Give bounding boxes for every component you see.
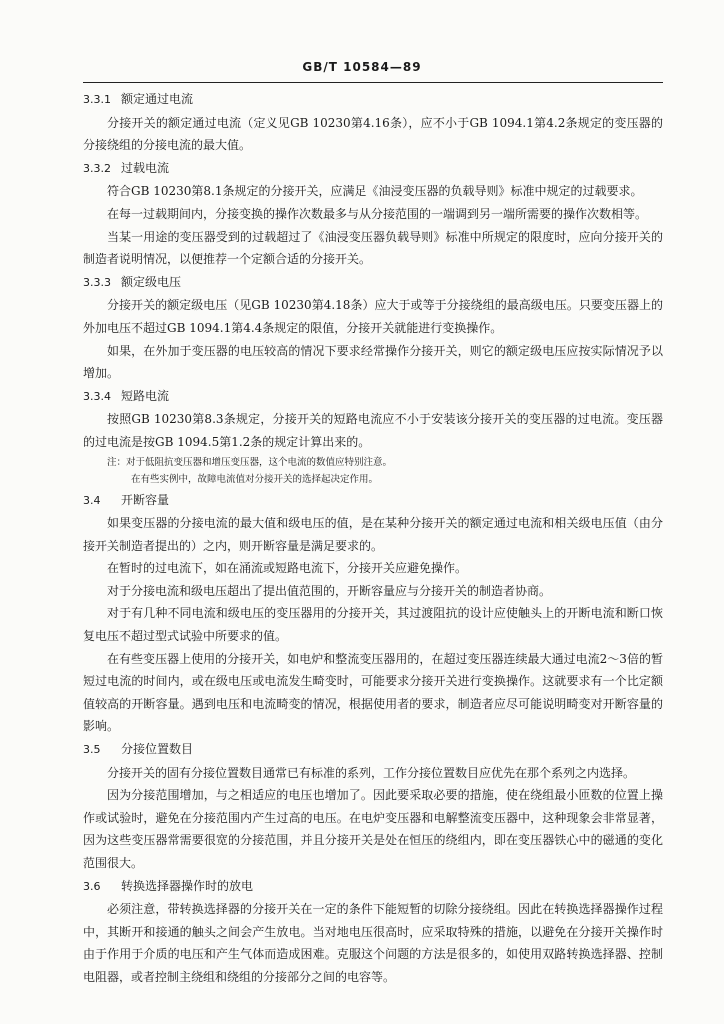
paragraph: 必须注意，带转换选择器的分接开关在一定的条件下能短暂的切除分接绕组。因此在转换选择器操作过程中，其断开和接通的触头之间会产生放电。当对地电压很高时，应采取特殊的措施，以避免在分接开关操作时由于作用于介质的电压和产生气体而造成困难。克服这个问题的方法是很多的，如使用双路转换选择器、控制电阻器，或者控制主绕组和绕组的分接部分之间的电容等。 [83, 902, 663, 984]
section-title: 转换选择器操作时的放电 [121, 878, 254, 893]
section-heading [83, 489, 663, 513]
section-title: 额定级电压 [121, 274, 182, 289]
section-heading [83, 738, 663, 762]
note-text: 注：对于低阻抗变压器和增压变压器，这个电流的数值应特别注意。 [107, 456, 393, 468]
paragraph: 按照GB 10230第8.3条规定，分接开关的短路电流应不小于安装该分接开关的变压器的过电流。变压器的过电流是按GB 1094.5第1.2条的规定计算出来的。 [83, 412, 663, 449]
section-number: 3.3.4 [83, 389, 111, 403]
paragraph: 分接开关的额定通过电流（定义见GB 10230第4.16条），应不小于GB 1094.1第4.2条规定的变压器的分接绕组的分接电流的最大值。 [83, 115, 663, 153]
paragraph: 对于有几种不同电流和级电压的变压器用的分接开关，其过渡阻抗的设计应使触头上的开断电流和断口恢复电压不超过型式试验中所要求的值。 [83, 606, 663, 644]
section-title: 短路电流 [121, 388, 170, 403]
section-number: 3.3.2 [83, 161, 111, 175]
paragraph: 对于分接电流和级电压超出了提出值范围的，开断容量应与分接开关的制造者协商。 [107, 583, 552, 598]
section-title: 额定通过电流 [121, 92, 194, 106]
section-title: 过载电流 [121, 160, 170, 175]
paragraph: 分接开关的固有分接位置数目通常已有标准的系列，工作分接位置数目应优先在那个系列之内选择。 [107, 765, 636, 780]
section-number: 3.4 [83, 493, 101, 507]
section-heading [83, 385, 663, 409]
header-rule [83, 82, 663, 83]
section-heading [83, 271, 663, 295]
paragraph: 在暂时的过电流下，如在涌流或短路电流下，分接开关应避免操作。 [107, 561, 468, 576]
paragraph: 因为分接范围增加，与之相适应的电压也增加了。因此要采取必要的措施，使在绕组最小匝数的位置上操作或试验时，避免在分接范围内产生过高的电压。在电炉变压器和电解整流变压器中，这种现象会非常显著，因为这些变压器常需要很宽的分接范围，并且分接开关是处在恒压的绕组内，即在变压器铁心中的磁通的变化范围很大。 [83, 788, 663, 870]
section-title: 分接位置数目 [121, 742, 194, 757]
section-heading [83, 157, 663, 181]
paragraph: 当某一用途的变压器受到的过载超过了《油浸变压器负载导则》标准中所规定的限度时，应向分接开关的制造者说明情况，以便推荐一个定额合适的分接开关。 [83, 229, 663, 267]
paragraph: 如果变压器的分接电流的最大值和级电压的值，是在某种分接开关的额定通过电流和相关级电压值（由分接开关制造者提出的）之内，则开断容量是满足要求的。 [83, 516, 663, 553]
document-body [83, 88, 663, 989]
section-number: 3.3.3 [83, 275, 111, 289]
section-number: 3.6 [83, 879, 101, 893]
page-header: GB/T 10584—89 [302, 60, 422, 74]
paragraph: 分接开关的额定级电压（见GB 10230第4.18条）应大于或等于分接绕组的最高级电压。只要变压器上的外加电压不超过GB 1094.1第4.4条规定的限值，分接开关就能进行变换操作。 [83, 298, 663, 335]
paragraph: 在每一过载期间内，分接变换的操作次数最多与从分接范围的一端调到另一端所需要的操作次数相等。 [107, 206, 648, 221]
section-number: 3.5 [83, 743, 101, 757]
section-heading [83, 875, 663, 899]
section-title: 开断容量 [121, 492, 170, 507]
note-text: 在有些实例中，故障电流值对分接开关的选择起决定作用。 [131, 474, 379, 485]
paragraph: 如果，在外加于变压器的电压较高的情况下要求经常操作分接开关，则它的额定级电压应按实际情况予以增加。 [83, 343, 663, 381]
paragraph: 在有些变压器上使用的分接开关，如电炉和整流变压器用的，在超过变压器连续最大通过电流2～3倍的暂短过电流的时间内，或在级电压或电流发生畸变时，可能要求分接开关进行变换操作。这就要求有一个比定额值较高的开断容量。遇到电压和电流畸变的情况，根据使用者的要求，制造者应尽可能说明畸变对开断容量的影响。 [83, 651, 663, 734]
paragraph: 符合GB 10230第8.1条规定的分接开关，应满足《油浸变压器的负载导则》标准中规定的过载要求。 [107, 184, 643, 199]
section-number: 3.3.1 [83, 93, 111, 106]
section-heading [83, 88, 663, 112]
